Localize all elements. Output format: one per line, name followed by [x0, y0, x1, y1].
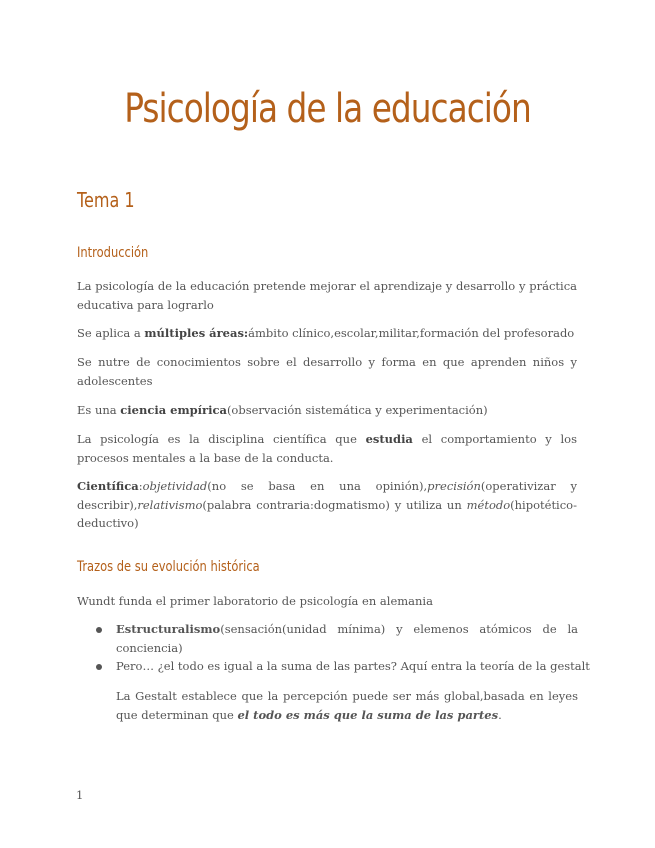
text: : — [138, 479, 143, 493]
paragraph-gestalt — [116, 687, 578, 724]
text: (observación sistemática y experimentación) — [226, 403, 488, 417]
heading-introduccion: Introducción — [77, 245, 149, 261]
text: (no se basa en una opinión), — [207, 479, 428, 493]
text: el comportamiento y los procesos mentales a la base de la conducta. — [77, 432, 577, 465]
page-number: 1 — [76, 788, 84, 802]
text: La Gestalt establece que la percepción puede ser más global,basada en leyes que determinan que — [116, 689, 578, 722]
list-item — [116, 620, 578, 657]
paragraph-intro-5 — [77, 430, 577, 467]
paragraph-intro-4 — [77, 401, 577, 420]
text: Se aplica a — [77, 326, 145, 340]
bold-text: ciencia empírica — [120, 403, 227, 417]
text: . — [498, 707, 502, 722]
text: (operativizar y describir), — [77, 479, 577, 512]
italic-text: método — [466, 497, 511, 512]
heading-trazos: Trazos de su evolución histórica — [77, 559, 260, 575]
text: Es una — [77, 403, 121, 417]
heading-tema: Tema 1 — [77, 188, 135, 212]
paragraph-intro-3: Se nutre de conocimientos sobre el desarrollo y forma en que aprenden niños y adolescentes — [77, 355, 577, 388]
paragraph-trazos-1: Wundt funda el primer laboratorio de psicología en alemania — [77, 594, 433, 608]
list-item — [116, 657, 590, 676]
paragraph-intro-6 — [77, 477, 577, 533]
bold-text: múltiples áreas: — [144, 326, 249, 340]
italic-text: precisión — [427, 479, 481, 493]
bullet-icon — [96, 627, 102, 633]
bold-italic-text: el todo es más que la suma de las partes — [237, 707, 499, 722]
bold-text — [237, 708, 498, 722]
text: ámbito clínico,escolar,militar,formación del profesorado — [248, 326, 575, 340]
italic-text: relativismo — [137, 497, 203, 512]
text: Pero… ¿el todo es igual a la suma de las partes? Aquí entra la teoría de la gestalt — [116, 659, 590, 673]
paragraph-intro-1: La psicología de la educación pretende mejorar el aprendizaje y desarrollo y práctica educativa para lograrlo — [77, 279, 577, 312]
text: La psicología es la disciplina científica que — [77, 432, 366, 446]
bold-text: estudia — [365, 432, 413, 446]
text: (sensación(unidad mínima) y elemenos atómicos de la conciencia) — [116, 622, 578, 655]
text: (hipotético-deductivo) — [77, 497, 577, 530]
bullet-icon — [96, 664, 102, 670]
document-title: Psicología de la educación — [124, 86, 531, 132]
italic-text: objetividad — [142, 479, 208, 493]
paragraph-intro-2 — [77, 324, 577, 343]
bold-text: Estructuralismo — [116, 622, 221, 636]
text: (palabra contraria:dogmatismo) y utiliza un — [202, 497, 467, 512]
bold-text: Científica — [77, 479, 139, 493]
